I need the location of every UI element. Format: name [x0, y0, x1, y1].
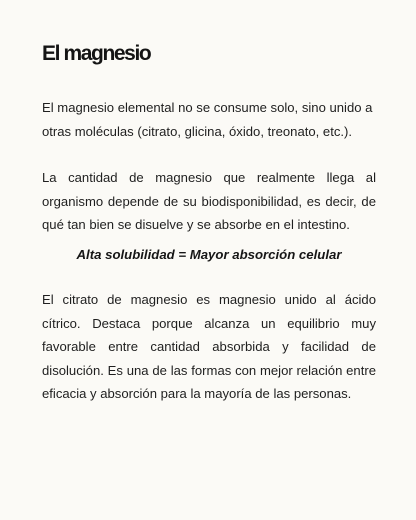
- paragraph-intro: El magnesio elemental no se consume solo, sino unido a otras moléculas (citrato, glicina, óxido, treonato, etc.).: [42, 100, 373, 139]
- paragraph-bioavailability: La cantidad de magnesio que realmente llega al organismo depende de su biodisponibilidad, es decir, de qué tan bien se disuelve y se absorbe en el intestino.: [42, 170, 376, 233]
- page-title: El magnesio: [42, 42, 151, 65]
- paragraph-citrate: El citrato de magnesio es magnesio unido al ácido cítrico. Destaca porque alcanza un equilibrio muy favorable entre cantidad absorbida y facilidad de disolución. Es una de las formas con mejor relación entre eficacia y absorción para la mayoría de las personas.: [42, 292, 376, 402]
- highlight-statement: Alta solubilidad = Mayor absorción celular: [76, 247, 342, 262]
- document-page: [42, 0, 376, 520]
